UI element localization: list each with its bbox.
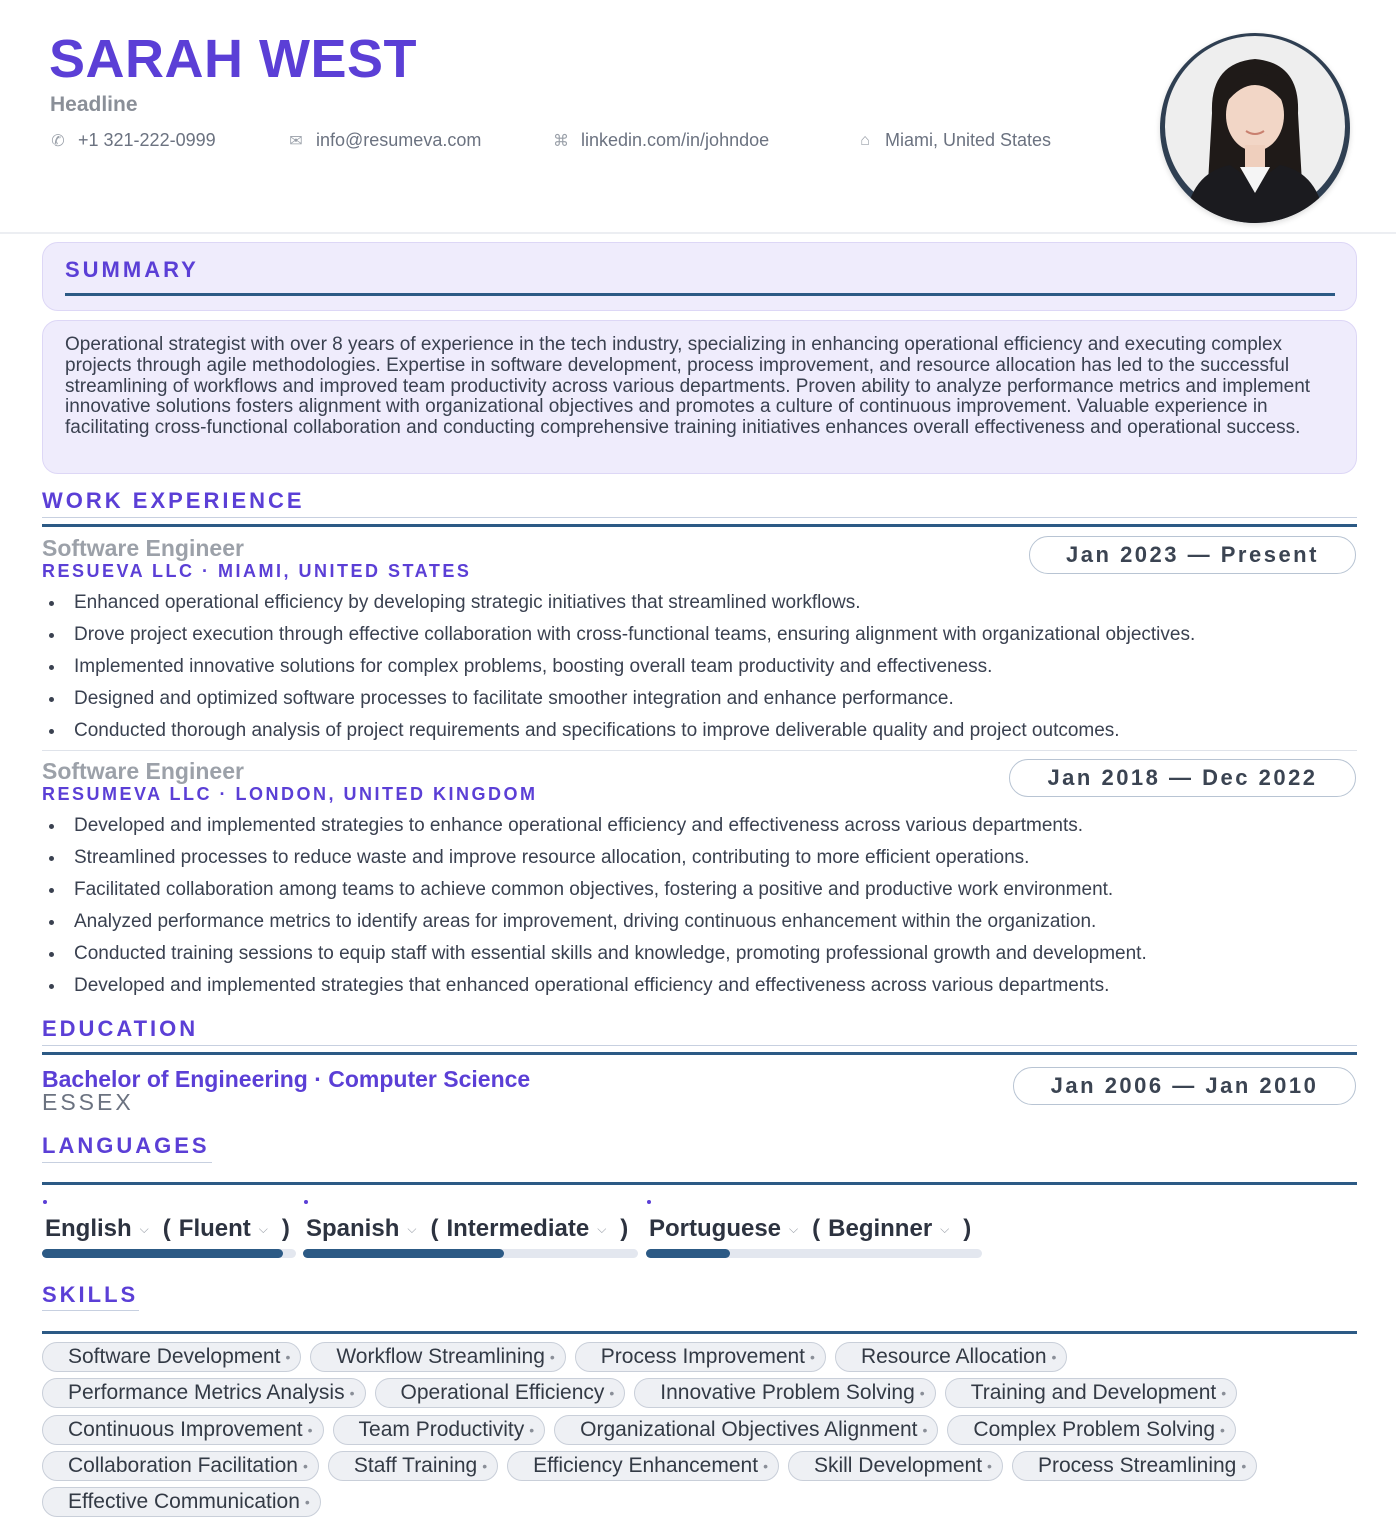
linkedin-text: linkedin.com/in/johndoe — [581, 130, 770, 150]
paren-open: ( — [162, 1215, 171, 1242]
dot-icon: • — [302, 1457, 308, 1474]
language-portuguese — [646, 1200, 982, 1260]
profile-photo — [1160, 33, 1350, 223]
skill-chip[interactable] — [42, 1378, 366, 1408]
skill-row — [42, 1451, 1357, 1481]
chevron-down-icon[interactable]: ⌵ — [407, 1221, 417, 1236]
dot-icon: • — [763, 1457, 768, 1474]
proficiency-fill — [303, 1249, 504, 1258]
contact-phone[interactable] — [50, 130, 288, 151]
skill-label: Skill Development — [813, 1453, 983, 1477]
divider — [42, 517, 1357, 518]
education-title: EDUCATION — [42, 1016, 199, 1041]
dot-icon: • — [307, 1421, 313, 1438]
skill-chip[interactable] — [1012, 1451, 1257, 1481]
language-spanish — [303, 1200, 638, 1260]
skill-chip[interactable] — [42, 1451, 319, 1481]
dot-icon: • — [285, 1349, 291, 1365]
proficiency-track — [303, 1249, 638, 1258]
summary-title: SUMMARY — [65, 257, 199, 282]
job-bullets — [42, 810, 1352, 1002]
language-name[interactable]: English — [45, 1215, 132, 1242]
skill-label: Staff Training — [353, 1453, 478, 1477]
dot-icon: • — [349, 1385, 355, 1402]
job-dates: Jan 2023 — Present — [1029, 536, 1356, 574]
phone-icon: ✆ — [51, 132, 65, 150]
language-english — [42, 1200, 296, 1260]
skill-label: Process Improvement — [600, 1345, 806, 1368]
paren-close: ) — [281, 1215, 290, 1242]
dot-icon: • — [482, 1457, 488, 1474]
skill-chip[interactable] — [947, 1415, 1236, 1445]
skill-chip[interactable] — [788, 1451, 1003, 1481]
job-role: Software Engineer — [42, 535, 244, 561]
list-item: Enhanced operational efficiency by developing strategic initiatives that streamlined workflows. — [42, 587, 1352, 619]
skill-label: Complex Problem Solving — [973, 1417, 1216, 1441]
contact-list — [50, 130, 1097, 151]
languages-title: LANGUAGES — [42, 1133, 210, 1158]
proficiency-fill — [646, 1249, 730, 1258]
divider — [42, 1310, 139, 1311]
skill-chip[interactable] — [42, 1487, 321, 1517]
work-experience-title: WORK EXPERIENCE — [42, 488, 305, 513]
skill-chip[interactable] — [507, 1451, 779, 1481]
chevron-down-icon[interactable]: ⌵ — [789, 1221, 799, 1236]
list-item: Conducted thorough analysis of project requirements and specifications to improve deliverable quality and project outcomes. — [42, 715, 1352, 747]
skill-row — [42, 1415, 1357, 1445]
contact-linkedin[interactable] — [553, 130, 857, 151]
resume-header — [0, 0, 1396, 234]
dot-icon: • — [1241, 1457, 1247, 1474]
chevron-down-icon[interactable]: ⌵ — [139, 1221, 149, 1236]
candidate-name: SARAH WEST — [49, 29, 417, 89]
skills-title: SKILLS — [42, 1282, 139, 1307]
dot-icon: • — [810, 1349, 815, 1365]
chevron-down-icon[interactable]: ⌵ — [597, 1221, 607, 1236]
skill-label: Operational Efficiency — [400, 1381, 605, 1405]
language-name[interactable]: Spanish — [306, 1215, 400, 1242]
dot-icon: • — [304, 1494, 310, 1510]
contact-email[interactable] — [288, 130, 553, 151]
bullet-dot — [647, 1200, 651, 1204]
paren-open: ( — [812, 1215, 821, 1242]
skill-chip[interactable] — [328, 1451, 498, 1481]
list-item: Conducted training sessions to equip staff with essential skills and knowledge, promoting professional growth and development. — [42, 938, 1352, 970]
link-icon: ⌘ — [553, 132, 569, 150]
skill-row — [42, 1487, 1357, 1517]
skill-label: Innovative Problem Solving — [660, 1381, 915, 1405]
dot-icon: • — [1051, 1349, 1057, 1365]
list-item: Facilitated collaboration among teams to achieve common objectives, fostering a positive and productive work environment. — [42, 874, 1352, 906]
location-text: Miami, United States — [885, 130, 1052, 150]
list-item: Drove project execution through effective collaboration with cross-functional teams, ensuring alignment with organizational objectives. — [42, 619, 1352, 651]
divider — [42, 1162, 212, 1163]
list-item: Implemented innovative solutions for complex problems, boosting overall team productivity and effectiveness. — [42, 651, 1352, 683]
chevron-down-icon[interactable]: ⌵ — [258, 1221, 268, 1236]
dot-icon: • — [1221, 1385, 1227, 1402]
list-item: Developed and implemented strategies to enhance operational efficiency and effectiveness across various departments. — [42, 810, 1352, 842]
skill-chip[interactable] — [575, 1342, 826, 1372]
skill-label: Effective Communication — [68, 1490, 300, 1513]
divider — [42, 1052, 1357, 1055]
paren-close: ) — [620, 1215, 629, 1242]
bullet-dot — [304, 1200, 308, 1204]
summary-text: Operational strategist with over 8 years of experience in the tech industry, specializing in enhancing operational efficiency and executing complex projects through agile methodologies. Expertise in software development, process improvement, and resource allocation has led to the successful streamlining of workflows and improved team productivity across various departments. Proven ability to analyze performance metrics and implement innovative solutions fosters alignment with organizational objectives and promotes a culture of continuous improvement. Valuable experience in facilitating cross-functional collaboration and conducting comprehensive training initiatives enhances overall effectiveness and operational success. — [42, 320, 1357, 474]
language-name[interactable]: Portuguese — [649, 1215, 782, 1242]
skill-label: Collaboration Facilitation — [68, 1453, 298, 1477]
list-item: Analyzed performance metrics to identify areas for improvement, driving continuous enhancement within the organization. — [42, 906, 1352, 938]
skills-list — [42, 1342, 1357, 1523]
education-dates: Jan 2006 — Jan 2010 — [1013, 1067, 1356, 1105]
language-level[interactable]: Intermediate — [446, 1215, 590, 1242]
skill-label: Training and Development — [970, 1381, 1217, 1405]
skill-label: Continuous Improvement — [68, 1417, 303, 1441]
skill-chip[interactable] — [945, 1378, 1237, 1408]
language-level[interactable]: Fluent — [178, 1215, 251, 1242]
skill-label: Team Productivity — [358, 1417, 525, 1441]
mail-icon: ✉ — [289, 132, 303, 150]
skill-label: Process Streamlining — [1037, 1453, 1237, 1477]
school: ESSEX — [42, 1089, 134, 1115]
skill-label: Efficiency Enhancement — [533, 1453, 759, 1477]
dot-icon: • — [919, 1385, 925, 1402]
skill-chip[interactable] — [42, 1415, 324, 1445]
language-level[interactable]: Beginner — [828, 1215, 933, 1242]
dot-icon: • — [529, 1421, 535, 1438]
skill-label: Performance Metrics Analysis — [68, 1381, 345, 1405]
skill-label: Resource Allocation — [860, 1345, 1047, 1368]
divider — [42, 1331, 1357, 1334]
proficiency-track — [646, 1249, 982, 1258]
phone-text: +1 321-222-0999 — [78, 130, 216, 150]
job-role: Software Engineer — [42, 758, 244, 784]
job-company: RESUMEVA LLC · LONDON, UNITED KINGDOM — [42, 784, 538, 804]
chevron-down-icon[interactable]: ⌵ — [940, 1221, 950, 1236]
skill-label: Software Development — [68, 1345, 281, 1368]
skill-row — [42, 1342, 1357, 1372]
dot-icon: • — [922, 1421, 928, 1438]
degree: Bachelor of Engineering · Computer Science — [42, 1066, 531, 1092]
bullet-dot — [43, 1200, 47, 1204]
job-company: RESUEVA LLC · MIAMI, UNITED STATES — [42, 561, 472, 581]
skill-chip[interactable] — [554, 1415, 938, 1445]
job-bullets — [42, 587, 1352, 747]
job-separator — [42, 750, 1357, 751]
divider — [42, 524, 1357, 527]
summary-header-panel — [42, 242, 1357, 311]
list-item: Developed and implemented strategies that enhanced operational efficiency and effectiveness across various departments. — [42, 970, 1352, 1002]
contact-location — [857, 130, 1097, 151]
dot-icon: • — [1220, 1421, 1225, 1438]
skill-chip[interactable] — [634, 1378, 935, 1408]
skill-label: Organizational Objectives Alignment — [580, 1417, 918, 1441]
proficiency-fill — [42, 1249, 283, 1258]
list-item: Designed and optimized software processes to facilitate smoother integration and enhance performance. — [42, 683, 1352, 715]
email-text: info@resumeva.com — [316, 130, 482, 150]
paren-close: ) — [963, 1215, 972, 1242]
skill-label: Workflow Streamlining — [336, 1345, 545, 1368]
dot-icon: • — [609, 1385, 615, 1402]
skill-chip[interactable] — [42, 1342, 301, 1372]
dot-icon: • — [549, 1349, 555, 1365]
home-icon: ⌂ — [860, 131, 870, 149]
skill-row — [42, 1378, 1357, 1408]
paren-open: ( — [430, 1215, 439, 1242]
skill-chip[interactable] — [310, 1342, 565, 1372]
divider — [42, 1182, 1357, 1185]
list-item: Streamlined processes to reduce waste and improve resource allocation, contributing to more efficient operations. — [42, 842, 1352, 874]
divider — [42, 1045, 1357, 1046]
skill-chip[interactable] — [333, 1415, 546, 1445]
skill-chip[interactable] — [835, 1342, 1068, 1372]
job-dates: Jan 2018 — Dec 2022 — [1009, 759, 1356, 797]
skill-chip[interactable] — [375, 1378, 626, 1408]
headline: Headline — [50, 93, 138, 116]
dot-icon: • — [987, 1457, 992, 1474]
summary-rule — [65, 293, 1335, 296]
proficiency-track — [42, 1249, 296, 1258]
